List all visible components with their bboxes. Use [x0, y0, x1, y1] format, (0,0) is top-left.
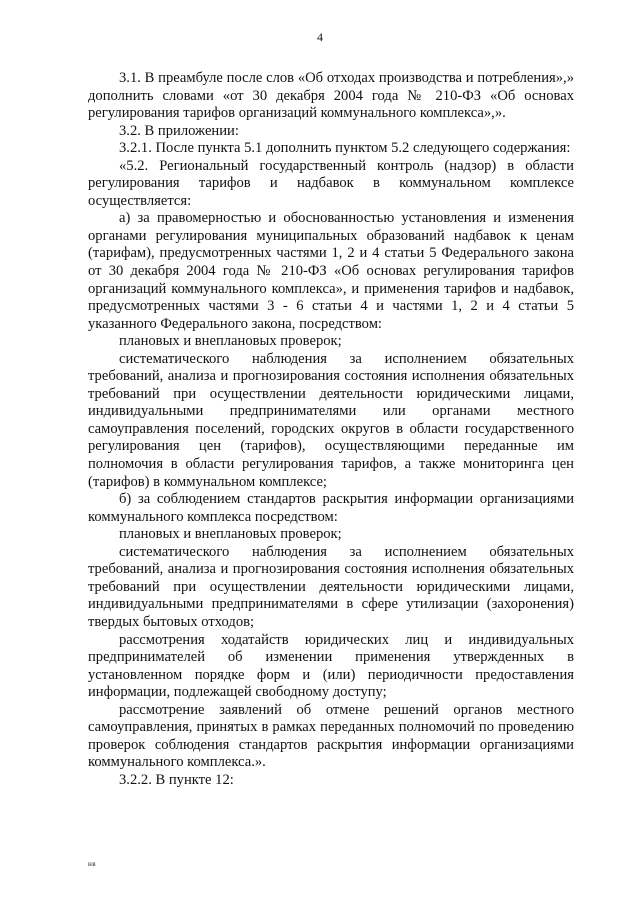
paragraph-applications: рассмотрение заявлений об отмене решений органов местного самоуправления, принятых в рамках переданных полномочий по проведению проверок соблюдения стандартов раскрытия информации организациями коммунального комплекса.».: [88, 701, 574, 771]
paragraph-observation-1: систематического наблюдения за исполнением обязательных требований, анализа и прогнозирования состояния исполнения обязательных требований при осуществлении деятельности юридическими лицами, индивидуальными предпринимателями или органами местного самоуправления поселений, городских округов в области государственного регулирования цен (тарифов), осуществляющими переданные им полномочия в области регулирования тарифов, а также мониторинга цен (тарифов) в коммунальном комплексе;: [88, 350, 574, 490]
paragraph-item-b: б) за соблюдением стандартов раскрытия информации организациями коммунального комплекса посредством:: [88, 491, 574, 525]
paragraph-observation-2: систематического наблюдения за исполнением обязательных требований, анализа и прогнозирования состояния исполнения обязательных требований при осуществлении деятельности юридическими лицами, индивидуальными предпринимателями в сфере утилизации (захоронения) твердых бытовых отходов;: [88, 543, 574, 630]
paragraph-inspections-1: плановых и внеплановых проверок;: [119, 333, 342, 350]
paragraph-inspections-2: плановых и внеплановых проверок;: [119, 526, 342, 543]
paragraph-3-2-1: 3.2.1. После пункта 5.1 дополнить пунктом 5.2 следующего содержания:: [119, 140, 571, 157]
paragraph-3-2-2: 3.2.2. В пункте 12:: [119, 771, 234, 788]
paragraph-3-2: 3.2. В приложении:: [119, 122, 239, 139]
paragraph-5-2: «5.2. Региональный государственный контроль (надзор) в области регулирования тарифов и надбавок в коммунальном комплексе осуществляется:: [88, 157, 574, 209]
footer-initials: нв: [88, 860, 97, 868]
paragraph-3-1: 3.1. В преамбуле после слов «Об отходах производства и потребления»,» дополнить словами «от 30 декабря 2004 года № 210-ФЗ «Об основах регулирования тарифов организаций коммунального комплекса»,».: [88, 70, 574, 122]
paragraph-item-a: а) за правомерностью и обоснованностью установления и изменения органами регулирования муниципальных образований надбавок к ценам (тарифам), предусмотренных частями 1, 2 и 4 статьи 5 Федерального закона от 30 декабря 2004 года № 210-ФЗ «Об основах регулирования тарифов организаций коммунального комплекса», и применения тарифов и надбавок, предусмотренных частями 3 - 6 статьи 4 и частями 1, 2 и 4 статьи 5 указанного Федерального закона, посредством:: [88, 210, 574, 332]
page-number: 4: [317, 30, 323, 44]
paragraph-petitions: рассмотрения ходатайств юридических лиц и индивидуальных предпринимателей об изменении применения утвержденных в установленном порядке форм и (или) периодичности предоставления информации, подлежащей свободному доступу;: [88, 631, 574, 701]
document-body: [88, 70, 574, 789]
